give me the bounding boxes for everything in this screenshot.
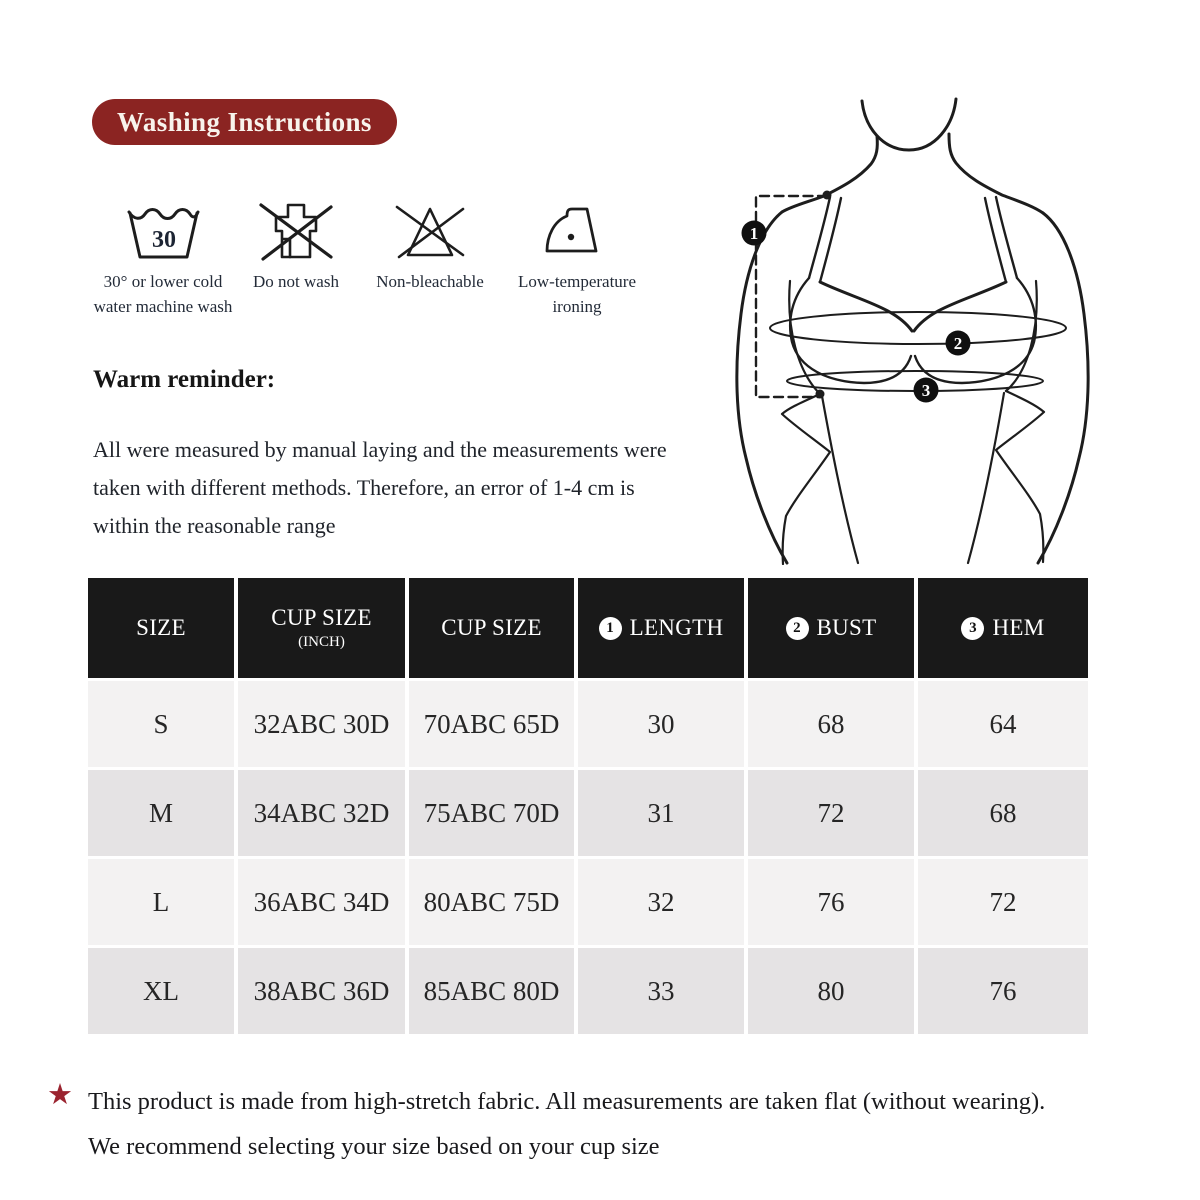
care-label: 30° or lower cold water machine wash — [93, 272, 233, 316]
care-label: Low-temperature ironing — [518, 272, 636, 316]
header-cup-size: CUP SIZE — [409, 578, 574, 678]
care-label: Do not wash — [253, 272, 339, 291]
bust-marker — [946, 331, 971, 356]
header-hem: 3 HEM — [918, 578, 1088, 678]
care-item-low-temp-ironing — [471, 197, 683, 319]
care-label: Non-bleachable — [376, 272, 484, 291]
footnote-text: This product is made from high-stretch fabric. All measurements are taken flat (without wearing). We recommend selecting your size based on your cup size — [88, 1088, 1046, 1160]
size-table-header — [88, 578, 1090, 678]
washing-instructions-badge — [92, 99, 397, 145]
table-row-l: L 36ABC 34D 80ABC 75D 32 76 72 — [88, 859, 1090, 945]
size-table — [88, 578, 1090, 1037]
size-table-body — [88, 681, 1090, 1034]
body-measurement-diagram — [690, 85, 1190, 565]
table-row-m: M 34ABC 32D 75ABC 70D 31 72 68 — [88, 770, 1090, 856]
circled-2-icon: 2 — [786, 617, 809, 640]
circled-1-icon: 1 — [599, 617, 622, 640]
warm-reminder-title: Warm reminder: — [93, 366, 276, 393]
wash-temperature-value: 30 — [152, 227, 176, 253]
low-temperature-ironing-icon — [471, 197, 683, 263]
header-length: 1 LENGTH — [578, 578, 744, 678]
table-row-xl: XL 38ABC 36D 85ABC 80D 33 80 76 — [88, 948, 1090, 1034]
length-marker — [742, 221, 767, 246]
svg-text:1: 1 — [749, 224, 759, 243]
circled-3-icon: 3 — [961, 617, 984, 640]
svg-text:2: 2 — [953, 334, 963, 353]
header-bust: 2 BUST — [748, 578, 914, 678]
table-row-s: S 32ABC 30D 70ABC 65D 30 68 64 — [88, 681, 1090, 767]
svg-text:3: 3 — [921, 381, 931, 400]
header-size: SIZE — [88, 578, 234, 678]
star-icon: ★ — [47, 1079, 73, 1111]
hem-marker — [914, 378, 939, 403]
washing-instructions-label: Washing Instructions — [117, 106, 372, 137]
header-cup-size-inch: CUP SIZE (INCH) — [238, 578, 405, 678]
warm-reminder-text: All were measured by manual laying and the measurements were taken with different methods. Therefore, an error of 1-4 cm is within the reasonable range — [93, 437, 667, 538]
